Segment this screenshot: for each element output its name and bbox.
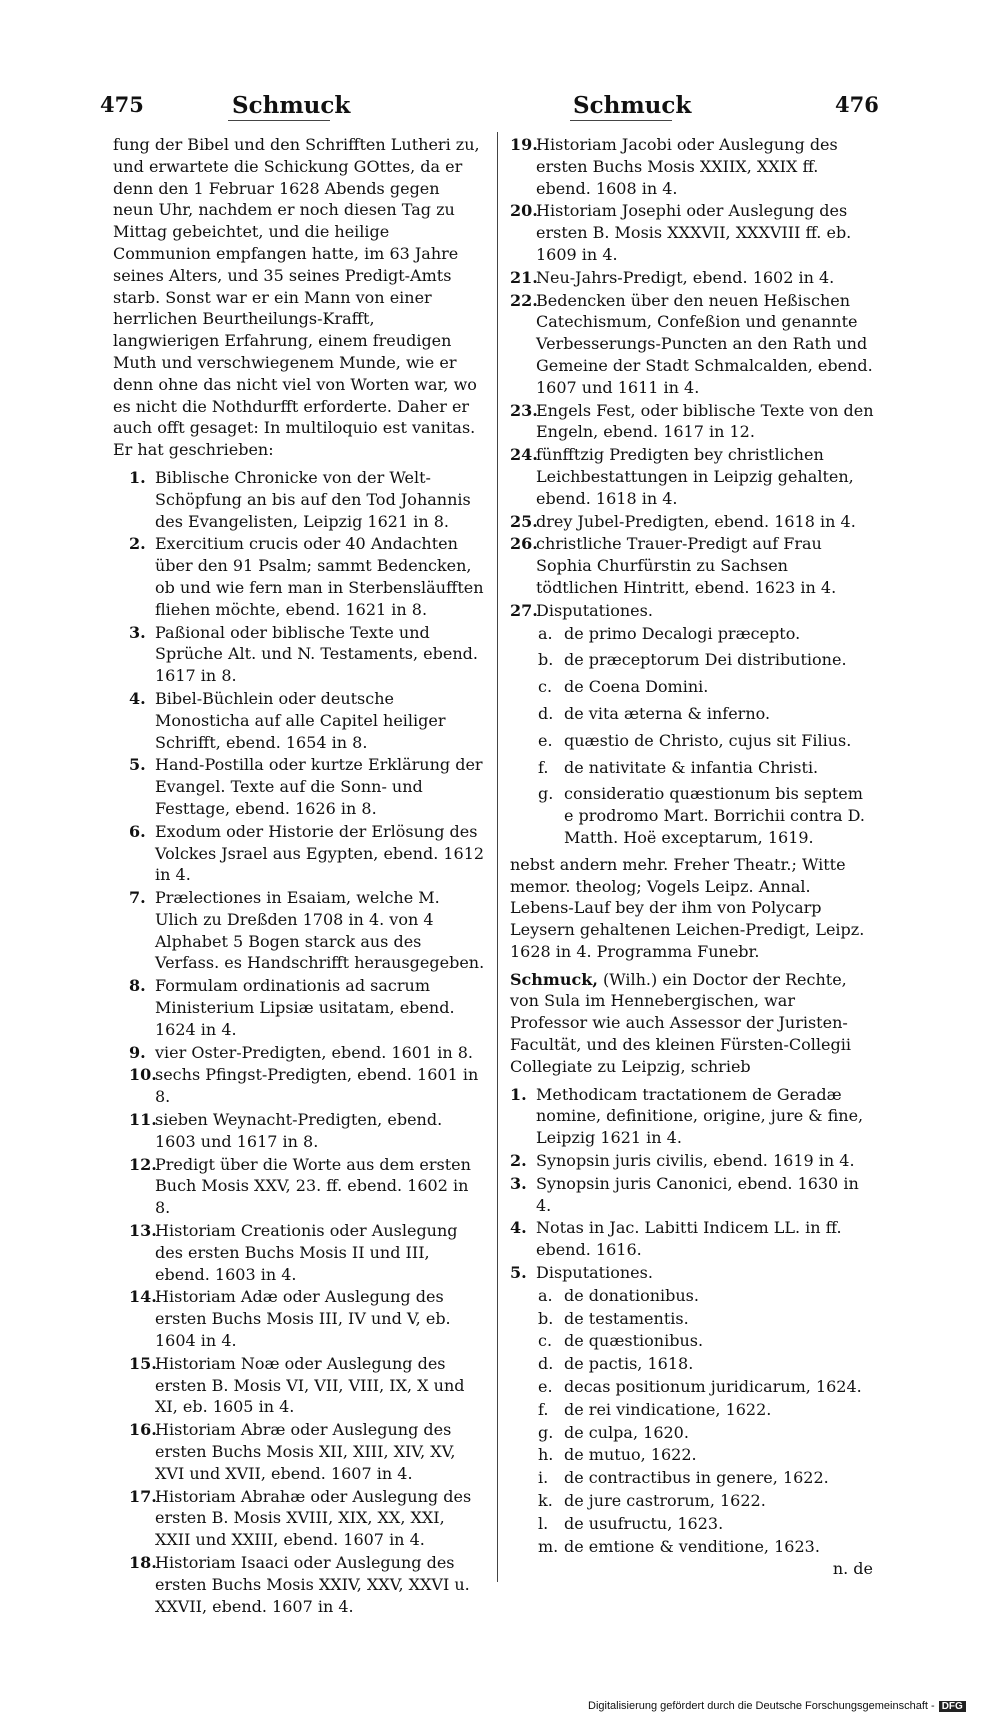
list-item: 18. Historiam Isaaci oder Auslegung des ersten Buchs Mosis XXIV, XXV, XXVI u. XXVII, ebend. 1607 in 4. (129, 1553, 470, 1616)
sub-item: h. de mutuo, 1622. (538, 1445, 697, 1465)
sub-item: g. de culpa, 1620. (538, 1422, 689, 1442)
list-item: 26. christliche Trauer-Predigt auf Frau Sophia Churfürstin zu Sachsen tödtlichen Hintritt, ebend. 1623 in 4. (510, 534, 837, 597)
list-item: 22. Bedencken über den neuen Heßischen Catechismum, Confeßion und genannte Verbesserungs-Puncten an den Rath und Gemeine der Stadt Schmalcalden, ebend. 1607 und 1611 in 4. (510, 290, 873, 397)
left-page-number: 475 (100, 92, 144, 117)
right-page-number: 476 (835, 92, 879, 117)
left-running-title: Schmuck (232, 92, 351, 119)
list-item: 19. Historiam Jacobi oder Auslegung des ersten Buchs Mosis XXIIX, XXIX ff. ebend. 1608 in 4. (510, 135, 838, 198)
entry-paragraph (510, 969, 875, 1078)
list-item: 1. Biblische Chronicke von der Welt-Schöpfung an bis auf den Tod Johannis des Evangelisten, Leipzig 1621 in 8. (129, 467, 471, 531)
sub-item: c. de Coena Domini. (538, 677, 709, 697)
header-rule-left (228, 120, 330, 121)
dfg-logo: DFG (939, 1701, 966, 1712)
intro-paragraph: fung der Bibel und den Schrifften Lutheri zu, und erwartete die Schickung GOttes, da er denn den 1 Februar 1628 Abends gegen neun Uhr, nachdem er noch diesen Tag zu Mittag gebeichtet, und die heilige Communion empfangen hatte, im 63 Jahre seines Alters, und 35 seines Predigt-Amts starb. Sonst war er ein Mann von einer herrlichen Beurtheilungs-Krafft, langwierigen Erfahrung, einem freudigen Muth und verschwiegenem Munde, wie er denn ohne das nicht viel von Worten war, wo es nicht die Nothdurfft erforderte. Daher er auch offt gesaget: In multiloquio est vanitas. Er hat geschrieben: (113, 135, 480, 460)
sub-item: b. de testamentis. (538, 1308, 689, 1328)
list-item: 1. Methodicam tractationem de Geradæ nomine, definitione, origine, jure & fine, Leipzig 1621 in 4. (510, 1084, 864, 1148)
list-item: 23. Engels Fest, oder biblische Texte von den Engeln, ebend. 1617 in 12. (510, 400, 874, 442)
list-item: 3. Synopsin juris Canonici, ebend. 1630 in 4. (510, 1173, 859, 1215)
sources-paragraph: nebst andern mehr. Freher Theatr.; Witte memor. theolog; Vogels Leipz. Annal. Lebens-Lauf bey der ihm von Polycarp Leysern gehaltenen Leichen-Predigt, Leipz. 1628 in 4. Programma Funebr. (510, 854, 865, 961)
sub-item: d. de vita æterna & inferno. (538, 703, 771, 723)
list-item: 3. Paßional oder biblische Texte und Sprüche Alt. und N. Testaments, ebend. 1617 in 8. (129, 622, 478, 686)
sub-item: f. de nativitate & infantia Christi. (538, 757, 819, 777)
column-divider (497, 132, 498, 1582)
list-item: 25. drey Jubel-Predigten, ebend. 1618 in 4. (510, 511, 856, 531)
list-item: 13. Historiam Creationis oder Auslegung des ersten Buchs Mosis II und III, ebend. 1603 in 4. (129, 1221, 458, 1284)
list-item: 6. Exodum oder Historie der Erlösung des Volckes Jsrael aus Egypten, ebend. 1612 in 4. (129, 821, 485, 885)
header-rule-right (570, 120, 672, 121)
list-item: 27. Disputationes. (510, 600, 653, 620)
disputationes-list (510, 623, 875, 849)
list-item: 4. Bibel-Büchlein oder deutsche Monosticha auf alle Capitel heiliger Schrifft, ebend. 1654 in 8. (129, 688, 446, 752)
sub-item: a. de primo Decalogi præcepto. (538, 623, 801, 643)
sub-item: l. de usufructu, 1623. (538, 1513, 724, 1533)
entry-text: (Wilh.) ein Doctor der Rechte, von Sula im Hennebergischen, war Professor wie auch Assessor der Juristen-Facultät, und des kleinen Fürsten-Collegii Collegiate zu Leipzig, schrieb (510, 969, 851, 1076)
sub-item: b. de præceptorum Dei distributione. (538, 650, 847, 670)
list-item: 7. Prælectiones in Esaiam, welche M. Ulich zu Dreßden 1708 in 4. von 4 Alphabet 5 Bogen starck aus des Verfass. es Handschrifft herausgegeben. (129, 888, 485, 973)
list-item: 16. Historiam Abræ oder Auslegung des ersten Buchs Mosis XII, XIII, XIV, XV, XVI und XVII, ebend. 1607 in 4. (129, 1420, 456, 1483)
left-column (113, 134, 485, 1618)
entry-disputationes-list (510, 1285, 875, 1558)
sub-item: i. de contractibus in genere, 1622. (538, 1468, 829, 1488)
entry-works-list (510, 1084, 875, 1284)
entry-headword: Schmuck, (510, 969, 598, 989)
list-item: 17. Historiam Abrahæ oder Auslegung des ersten B. Mosis XVIII, XIX, XX, XXI, XXII und XXIII, ebend. 1607 in 4. (129, 1486, 472, 1550)
list-item: 5. Hand-Postilla oder kurtze Erklärung der Evangel. Texte auf die Sonn- und Festtage, ebend. 1626 in 8. (129, 755, 483, 818)
sub-item: k. de jure castrorum, 1622. (538, 1491, 766, 1511)
catchword: n. de (832, 1559, 873, 1579)
sub-item: g. consideratio quæstionum bis septem e prodromo Mart. Borrichii contra D. Matth. Hoë exceptarum, 1619. (538, 784, 865, 847)
list-item: 24. fünfftzig Predigten bey christlichen Leichbestattungen in Leipzig gehalten, ebend. 1618 in 4. (510, 445, 854, 508)
list-item: 12. Predigt über die Worte aus dem ersten Buch Mosis XXV, 23. ff. ebend. 1602 in 8. (129, 1154, 471, 1218)
right-column (510, 134, 875, 1580)
list-item: 8. Formulam ordinationis ad sacrum Ministerium Lipsiæ usitatam, ebend. 1624 in 4. (129, 976, 455, 1039)
sub-item: e. decas positionum juridicarum, 1624. (538, 1377, 862, 1397)
list-item: 11. sieben Weynacht-Predigten, ebend. 1603 und 1617 in 8. (129, 1110, 443, 1151)
list-item: 20. Historiam Josephi oder Auslegung des ersten B. Mosis XXXVII, XXXVIII ff. eb. 1609 in 4. (510, 201, 852, 264)
works-list-left (113, 467, 485, 1617)
list-item: 14. Historiam Adæ oder Auslegung des ersten Buchs Mosis III, IV und V, eb. 1604 in 4. (129, 1287, 451, 1351)
list-item: 15. Historiam Noæ oder Auslegung des ersten B. Mosis VI, VII, VIII, IX, X und XI, eb. 1605 in 4. (129, 1353, 465, 1417)
list-item: 4. Notas in Jac. Labitti Indicem LL. in ff. ebend. 1616. (510, 1218, 842, 1260)
sub-item: f. de rei vindicatione, 1622. (538, 1399, 772, 1419)
works-list-right (510, 134, 875, 622)
list-item: 2. Synopsin juris civilis, ebend. 1619 in 4. (510, 1151, 855, 1171)
list-item: 5. Disputationes. (510, 1263, 653, 1283)
list-item: 10. sechs Pfingst-Predigten, ebend. 1601 in 8. (129, 1065, 479, 1107)
sub-item: e. quæstio de Christo, cujus sit Filius. (538, 730, 852, 750)
list-item: 21. Neu-Jahrs-Predigt, ebend. 1602 in 4. (510, 267, 835, 287)
digitization-footer (588, 1700, 966, 1712)
sub-item: d. de pactis, 1618. (538, 1354, 694, 1374)
sub-item: a. de donationibus. (538, 1285, 699, 1305)
sub-item: c. de quæstionibus. (538, 1331, 704, 1351)
right-running-title: Schmuck (573, 92, 692, 119)
sub-item: m. de emtione & venditione, 1623. (538, 1536, 820, 1556)
list-item: 2. Exercitium crucis oder 40 Andachten über den 91 Psalm; sammt Bedencken, ob und wie fern man in Sterbensläufften fliehen möchte, ebend. 1621 in 8. (129, 534, 484, 619)
footer-text: Digitalisierung gefördert durch die Deutsche Forschungsgemeinschaft - (588, 1700, 935, 1712)
list-item: 9. vier Oster-Predigten, ebend. 1601 in 8. (129, 1042, 473, 1062)
